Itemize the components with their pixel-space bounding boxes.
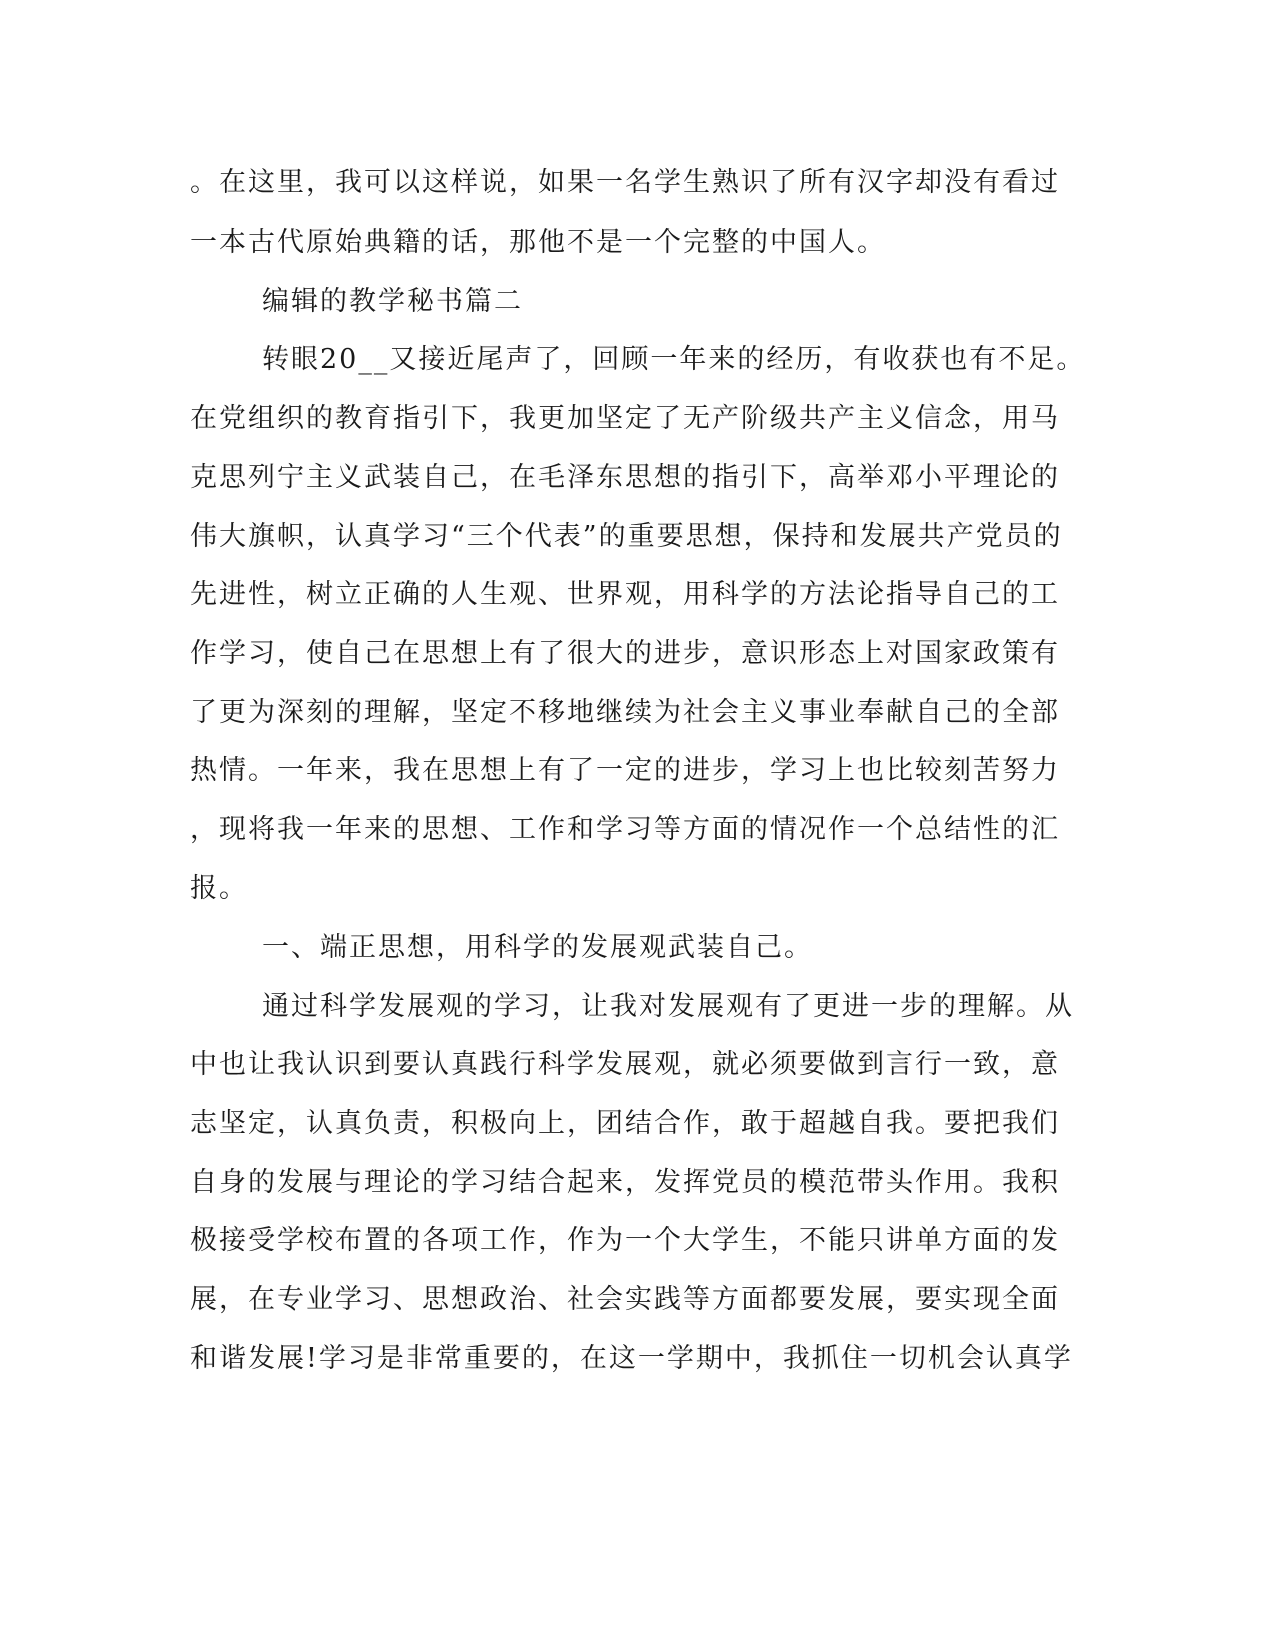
section-heading: 编辑的教学秘书篇二 <box>262 286 523 317</box>
text-line: 极接受学校布置的各项工作，作为一个大学生，不能只讲单方面的发 <box>190 1225 1060 1256</box>
text-line: ，现将我一年来的思想、工作和学习等方面的情况作一个总结性的汇 <box>190 814 1060 845</box>
text-line: 克思列宁主义武装自己，在毛泽东思想的指引下，高举邓小平理论的 <box>190 462 1060 493</box>
text-line: 伟大旗帜，认真学习“三个代表”的重要思想，保持和发展共产党员的 <box>190 521 1063 552</box>
text-line: 中也让我认识到要认真践行科学发展观，就必须要做到言行一致，意 <box>190 1049 1060 1080</box>
text-line: 先进性，树立正确的人生观、世界观，用科学的方法论指导自己的工 <box>190 579 1060 610</box>
text-line: 通过科学发展观的学习，让我对发展观有了更进一步的理解。从 <box>262 991 1074 1022</box>
text-line: 和谐发展!学习是非常重要的，在这一学期中，我抓住一切机会认真学 <box>190 1343 1073 1374</box>
text-line: 转眼20__又接近尾声了，回顾一年来的经历，有收获也有不足。 <box>262 344 1086 375</box>
text-line: 在党组织的教育指引下，我更加坚定了无产阶级共产主义信念，用马 <box>190 403 1060 434</box>
text-line: 展，在专业学习、思想政治、社会实践等方面都要发展，要实现全面 <box>190 1284 1060 1315</box>
text-line: 一本古代原始典籍的话，那他不是一个完整的中国人。 <box>190 227 886 258</box>
text-line: 自身的发展与理论的学习结合起来，发挥党员的模范带头作用。我积 <box>190 1167 1060 1198</box>
text-line: 报。 <box>190 873 248 904</box>
text-line: 了更为深刻的理解，坚定不移地继续为社会主义事业奉献自己的全部 <box>190 697 1060 728</box>
text-line: 。在这里，我可以这样说，如果一名学生熟识了所有汉字却没有看过 <box>190 167 1060 198</box>
section-heading: 一、端正思想，用科学的发展观武装自己。 <box>262 932 813 963</box>
text-line: 作学习，使自己在思想上有了很大的进步，意识形态上对国家政策有 <box>190 638 1060 669</box>
text-line: 热情。一年来，我在思想上有了一定的进步，学习上也比较刻苦努力 <box>190 755 1060 786</box>
text-line: 志坚定，认真负责，积极向上，团结合作，敢于超越自我。要把我们 <box>190 1108 1060 1139</box>
